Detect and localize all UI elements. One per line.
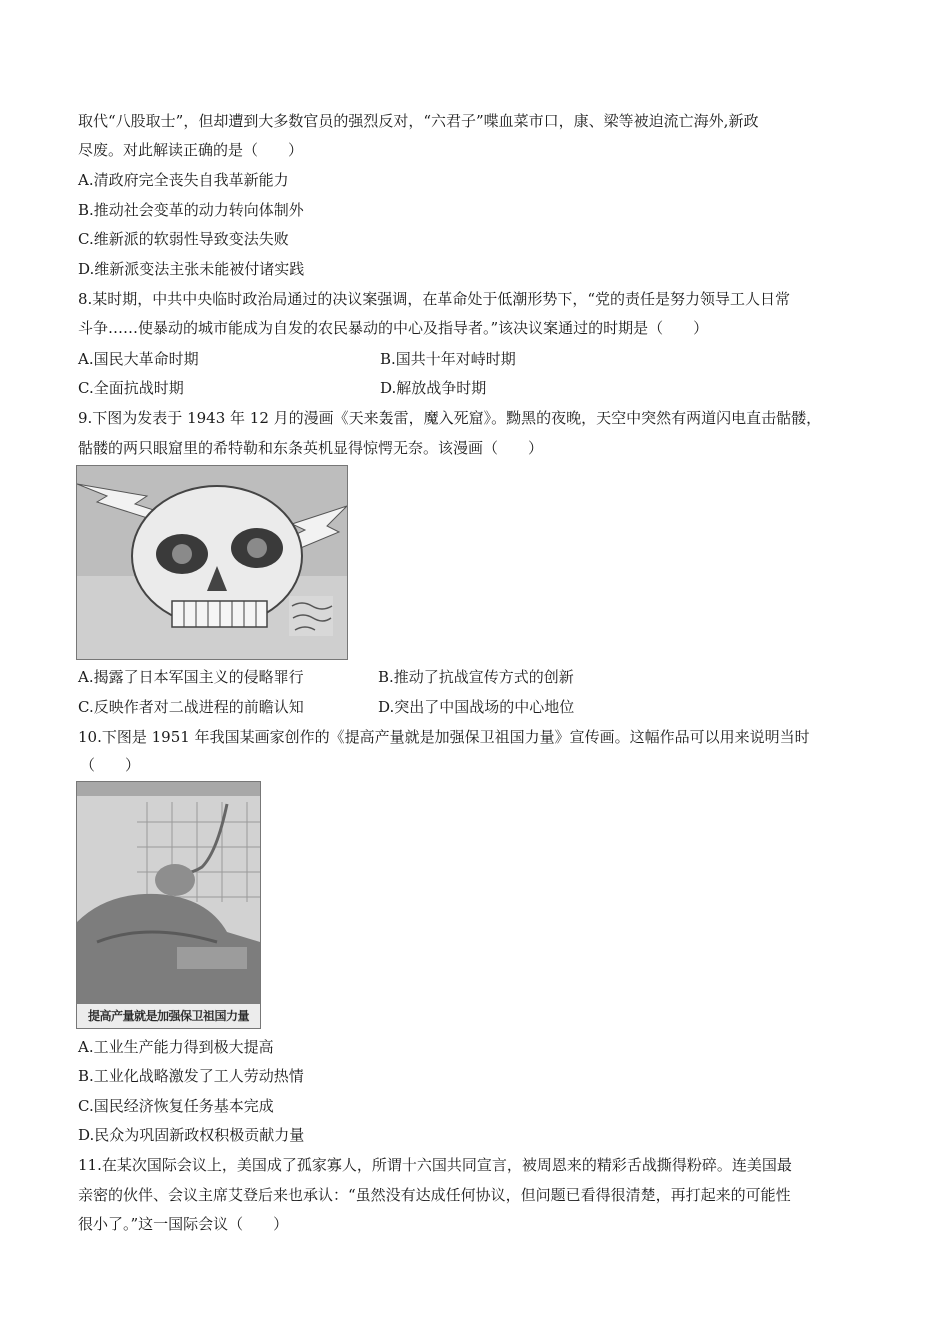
q8-option-b: B.国共十年对峙时期 xyxy=(380,350,516,368)
q8-option-d: D.解放战争时期 xyxy=(380,379,487,397)
q11-stem-line2: 亲密的伙伴、会议主席艾登后来也承认：“虽然没有达成任何协议，但问题已看得很清楚，再打起来的可能性 xyxy=(78,1186,791,1204)
poster-drawing xyxy=(77,782,260,1004)
q11-stem-line3: 很小了。”这一国际会议（ ） xyxy=(78,1215,289,1233)
q8-stem-line1: 8.某时期，中共中央临时政治局通过的决议案强调，在革命处于低潮形势下，“党的责任是努力领导工人日常 xyxy=(78,290,790,308)
q7-option-a: A.清政府完全丧失自我革新能力 xyxy=(78,171,289,189)
q8-option-c: C.全面抗战时期 xyxy=(78,379,184,397)
q9-stem-line2: 骷髅的两只眼窟里的希特勒和东条英机显得惊愕无奈。该漫画（ ） xyxy=(78,439,544,457)
skull-cartoon-drawing xyxy=(77,466,347,659)
q10-option-b: B.工业化战略激发了工人劳动热情 xyxy=(78,1067,304,1085)
q10-stem-line2: （ ） xyxy=(80,756,141,774)
q9-option-d: D.突出了中国战场的中心地位 xyxy=(378,698,575,716)
q8-options-row2 xyxy=(78,378,878,398)
q9-option-c: C.反映作者对二战进程的前瞻认知 xyxy=(78,698,304,716)
skull-cartoon-image xyxy=(76,465,348,660)
q7-option-d: D.维新派变法主张未能被付诸实践 xyxy=(78,260,305,278)
poster-caption: 提高产量就是加强保卫祖国力量 xyxy=(77,1004,260,1028)
q7-stem-line2: 尽废。对此解读正确的是（ ） xyxy=(78,141,304,159)
q8-options-row1 xyxy=(78,349,878,369)
q10-option-c: C.国民经济恢复任务基本完成 xyxy=(78,1097,274,1115)
q7-option-b: B.推动社会变革的动力转向体制外 xyxy=(78,201,304,219)
q9-option-b: B.推动了抗战宣传方式的创新 xyxy=(378,668,574,686)
q7-option-c: C.维新派的软弱性导致变法失败 xyxy=(78,230,289,248)
q8-stem-line2: 斗争……使暴动的城市能成为自发的农民暴动的中心及指导者。”该决议案通过的时期是（ ） xyxy=(78,319,709,337)
q11-stem-line1: 11.在某次国际会议上，美国成了孤家寡人，所谓十六国共同宣言，被周恩来的精彩舌战撕得粉碎。连美国最 xyxy=(78,1156,792,1174)
production-poster-image xyxy=(76,781,261,1029)
q10-option-d: D.民众为巩固新政权积极贡献力量 xyxy=(78,1126,305,1144)
q9-option-a: A.揭露了日本军国主义的侵略罪行 xyxy=(78,668,304,686)
q10-option-a: A.工业生产能力得到极大提高 xyxy=(78,1038,274,1056)
q7-stem-line1: 取代“八股取士”，但却遭到大多数官员的强烈反对，“六君子”喋血菜市口，康、梁等被迫流亡海外,新政 xyxy=(78,112,759,130)
q9-stem-line1: 9.下图为发表于 1943 年 12 月的漫画《天来轰雷，魔入死窟》。黝黑的夜晚，天空中突然有两道闪电直击骷髅， xyxy=(78,409,822,427)
q9-options-row1 xyxy=(78,667,878,687)
q10-stem-line1: 10.下图是 1951 年我国某画家创作的《提高产量就是加强保卫祖国力量》宣传画。这幅作品可以用来说明当时 xyxy=(78,728,810,746)
q9-options-row2 xyxy=(78,697,878,717)
q8-option-a: A.国民大革命时期 xyxy=(78,350,199,368)
